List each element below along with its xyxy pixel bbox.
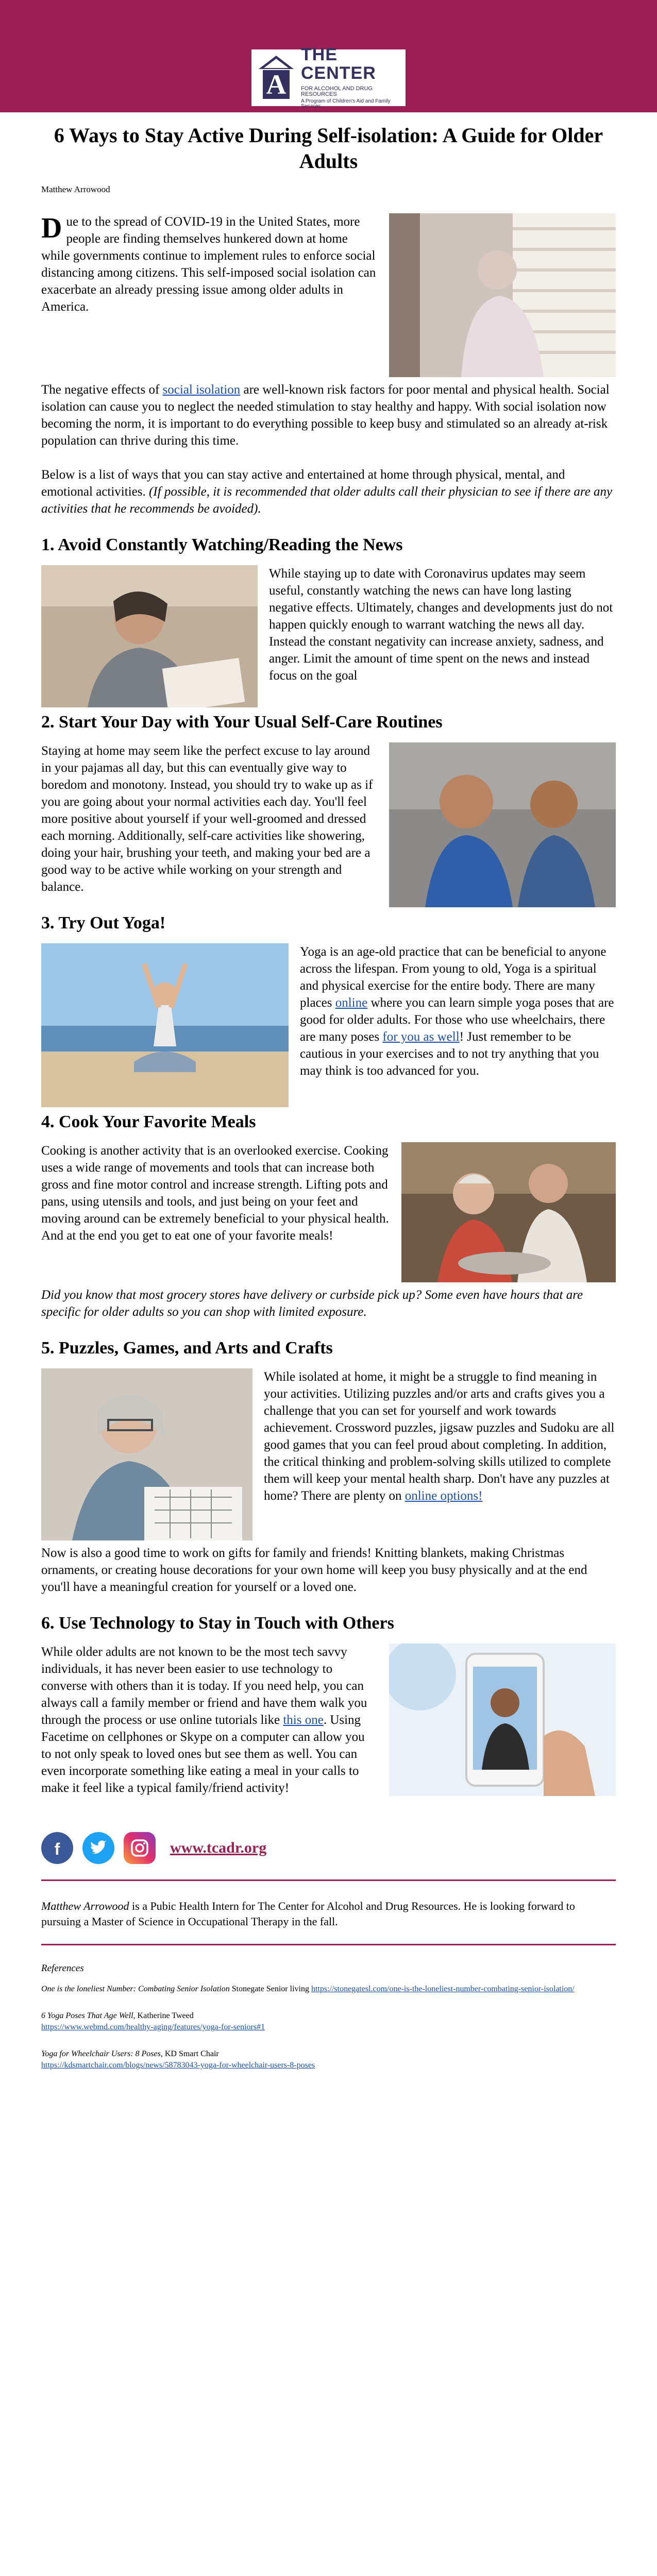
s6-text-2: . Using Facetime on cellphones or Skype on a computer can allow you to not only speak to loved ones but see them as well. You can even incorporate something like eating a meal in your calls to make it feel like a typical family/friend activity!: [41, 1713, 365, 1795]
paragraph-social-isolation: [41, 381, 616, 449]
p3-text: Below is a list of ways that you can stay active and entertained at home through physical, mental, and emotional activities.: [41, 468, 565, 499]
ref-3-source: KD Smart Chair: [162, 2049, 219, 2058]
p3-italic: (If possible, it is recommended that older adults call their physician to see if there are any activities that he recommends be avoided).: [41, 485, 613, 516]
ref-2-source: Katherine Tweed: [135, 2011, 194, 2020]
facebook-glyph-icon: [48, 1839, 66, 1857]
reference-1: [41, 1984, 616, 1995]
logo-tagline: A Program of Children's Aid and Family Services: [301, 98, 391, 110]
grocery-tip: Did you know that most grocery stores have delivery or curbside pick up? Some even have hours that are specific for older adults so you can shop with limited exposure.: [41, 1288, 583, 1319]
ref-3-title: Yoga for Wheelchair Users: 8 Poses,: [41, 2049, 163, 2058]
section-6: [41, 1613, 616, 1814]
logo-center: CENTER: [301, 63, 376, 83]
section-2-text: Staying at home may seem like the perfect excuse to lay around in your pajamas all day, but this can eventually give way to boredom and monotony. Instead, you should try to wake up as if you are going about your normal activities each day. You'll feel more positive about yourself if your well-groomed and dressed each morning. Additionally, self-care activities like showering, doing your hair, brushing your teeth, and making your bed are a good way to be active while working on your strength and balance.: [41, 744, 373, 894]
reference-3: [41, 2048, 616, 2071]
social-bar: [41, 1832, 616, 1864]
logo-the: THE: [301, 45, 338, 65]
s6-text-1: While older adults are not known to be the most tech savvy individuals, it has never been easier to use technology to converse with others than it is today. If you need help, you can always call a family member or friend and have them walk you through the process or use online tutorials like: [41, 1645, 367, 1727]
section-2: [41, 711, 616, 912]
logo-subtitle: FOR ALCOHOL AND DRUG RESOURCES: [301, 85, 373, 98]
section-5-heading: 5. Puzzles, Games, and Arts and Crafts: [41, 1338, 333, 1358]
woman-reading-photo: [41, 565, 258, 707]
s3-text-1: Yoga is an age-old practice that can be beneficial to anyone across the lifespan. From young to old, Yoga is a spiritual and physical exercise for the entire body. There are many places: [300, 945, 607, 1010]
p2-text-after: are well-known risk factors for poor mental and physical health. Social isolation can cause you to neglect the needed stimulation to stay healthy and happy. With social isolation now becoming the norm, it is important to do everything possible to keep busy and stimulated so an already at-risk population can thrive during this time.: [41, 383, 610, 448]
references-heading: References: [41, 1963, 84, 1974]
ref-1-title: One is the loneliest Number: Combating Senior Isolation: [41, 1985, 230, 1993]
divider: [41, 1879, 616, 1881]
p2-text-before: The negative effects of: [41, 383, 163, 397]
section-3-heading: 3. Try Out Yoga!: [41, 913, 166, 933]
section-4: [41, 1111, 616, 1320]
svg-text:f: f: [54, 1840, 60, 1857]
couple-cooking-photo: [401, 1142, 616, 1282]
bio-name: Matthew Arrowood: [41, 1900, 129, 1912]
author-bio: [41, 1899, 616, 1929]
ref-1-link[interactable]: https://stonegatesl.com/one-is-the-loneliest-number-combating-senior-isolation/: [311, 1985, 575, 1993]
s5-text: While isolated at home, it might be a struggle to find meaning in your activities. Utilizing puzzles and/or arts and crafts gives you a challenge that you can set for yourself and work towards achievement. Crossword puzzles, jigsaw puzzles and Sudoku are all good games that you can feel proud about completing. In addition, the critical thinking and problem-solving skills utilized to complete them will keep your mental health sharp. Don't have any puzzles at home? There are plenty on: [264, 1370, 615, 1503]
yoga-online-link[interactable]: online: [335, 996, 368, 1010]
section-5-gifts-text: Now is also a good time to work on gifts for family and friends! Knitting blankets, making Christmas ornaments, or creating house decorations for your own home will keep you busy physically and at the end you'll have a meaningful creation for yourself or a loved one.: [41, 1546, 587, 1594]
video-call-photo: [389, 1643, 616, 1796]
man-shaving-photo: [389, 742, 616, 907]
section-4-text: Cooking is another activity that is an overlooked exercise. Cooking uses a wide range of movements and tools that can increase both gross and fine motor control and increase strength. Lifting pots and pans, using utensils and tools, and just being on your feet and moving around can be extremely beneficial to your physical health. And at the end you get to eat one of your favorite meals!: [41, 1144, 389, 1243]
section-1-heading: 1. Avoid Constantly Watching/Reading the News: [41, 535, 403, 554]
section-1: [41, 534, 616, 711]
intro-text: ue to the spread of COVID-19 in the United States, more people are finding themselves hunkered down at home while governments continue to implement rules to enforce social distancing among citizens. This self-imposed social isolation can exacerbate an already pressing issue among older adults in America.: [41, 215, 376, 314]
social-isolation-link[interactable]: social isolation: [162, 383, 241, 397]
ref-1-source: Stonegate Senior living: [229, 1985, 311, 1993]
ref-2-title: 6 Yoga Poses That Age Well,: [41, 2011, 136, 2020]
woman-crossword-photo: [41, 1368, 252, 1540]
ref-3-link[interactable]: https://kdsmartchair.com/blogs/news/58783043-yoga-for-wheelchair-users-8-poses: [41, 2061, 315, 2070]
woman-at-window-photo: [389, 213, 616, 377]
svg-text:A: A: [266, 69, 287, 100]
paragraph-list-intro: [41, 466, 616, 517]
puzzles-online-link[interactable]: online options!: [405, 1489, 483, 1503]
article-author: Matthew Arrowood: [41, 184, 110, 194]
divider-2: [41, 1944, 616, 1945]
twitter-bird-icon: [89, 1840, 108, 1856]
section-5: [41, 1337, 616, 1596]
section-3: [41, 912, 616, 1111]
drop-cap: D: [41, 212, 62, 244]
tutorial-link[interactable]: this one: [283, 1713, 324, 1727]
section-2-heading: 2. Start Your Day with Your Usual Self-Care Routines: [41, 713, 443, 732]
bio-text: is a Pubic Health Intern for The Center for Alcohol and Drug Resources. He is looking forward to pursuing a Master of Science in Occupational Therapy in the fall.: [41, 1900, 575, 1928]
reference-2: [41, 2010, 616, 2033]
s3-text-3: ! Just remember to be cautious in your exercises and to not try anything that you may think is too advanced for you.: [300, 1030, 599, 1078]
ref-2-link[interactable]: https://www.webmd.com/healthy-aging/features/yoga-for-seniors#1: [41, 2023, 265, 2031]
facebook-icon[interactable]: [41, 1832, 73, 1864]
instagram-icon[interactable]: [124, 1832, 156, 1864]
yoga-wheelchair-link[interactable]: for you as well: [382, 1030, 460, 1044]
yoga-on-beach-photo: [41, 943, 289, 1107]
center-logo[interactable]: [251, 45, 406, 110]
instagram-camera-icon: [129, 1838, 150, 1858]
article: [41, 123, 616, 2087]
website-link[interactable]: www.tcadr.org: [170, 1839, 267, 1856]
section-1-text: While staying up to date with Coronavirus updates may seem useful, constantly watching the news can have long lasting negative effects. Ultimately, changes and developments just do not happen quickly enough to warrant watching the news all day. Instead the constant negativity can increase anxiety, sadness, and anger. Limit the amount of time spent on the news and instead focus on the goal: [269, 567, 613, 683]
intro-section: [41, 213, 616, 517]
section-4-heading: 4. Cook Your Favorite Meals: [41, 1112, 256, 1131]
logo-mark-icon: [257, 54, 296, 102]
s3-text-2: where you can learn simple yoga poses that are good for older adults. For those who use wheelchairs, there are many poses: [300, 996, 614, 1044]
article-title: 6 Ways to Stay Active During Self-isolation: A Guide for Older Adults: [54, 124, 603, 173]
section-6-heading: 6. Use Technology to Stay in Touch with Others: [41, 1614, 394, 1633]
twitter-icon[interactable]: [82, 1832, 114, 1864]
